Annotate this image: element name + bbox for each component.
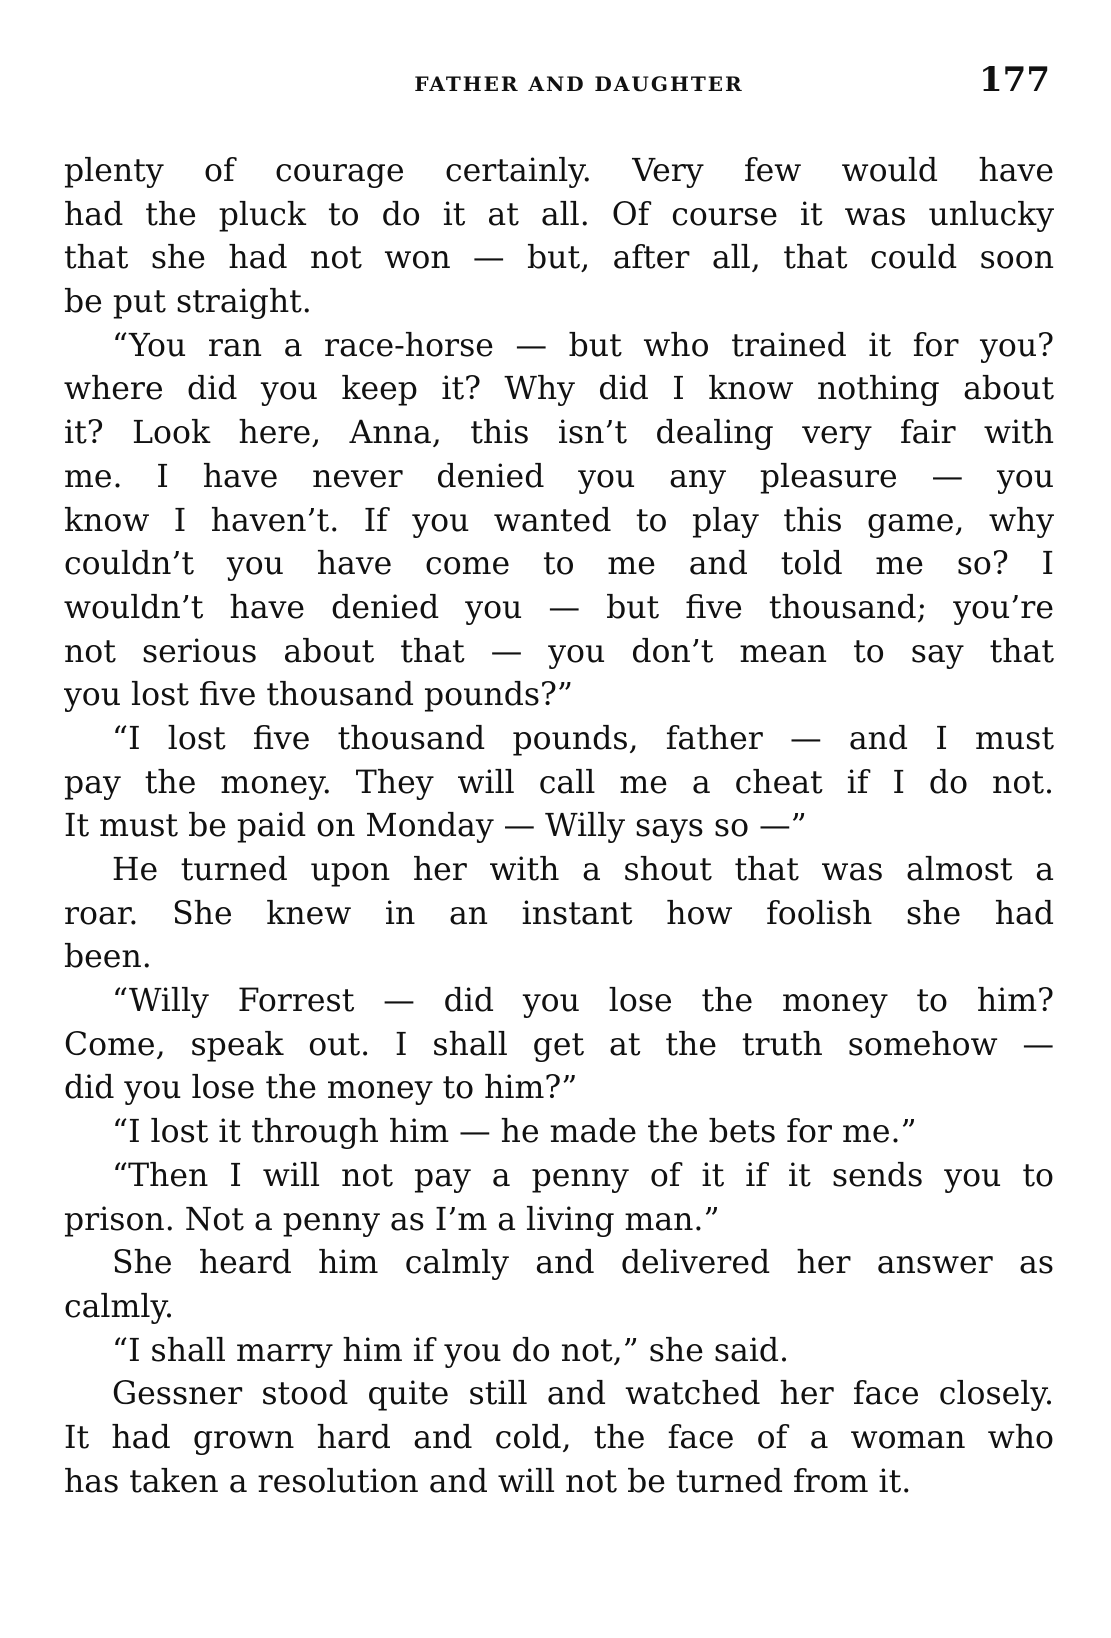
body-text xyxy=(64,150,1054,1504)
text-line: know I haven’t. If you wanted to play this game, why xyxy=(64,502,1054,539)
book-page xyxy=(64,60,1054,1600)
text-line: “Willy Forrest — did you lose the money to him? xyxy=(112,983,1054,1020)
text-line: “You ran a race-horse — but who trained it for you? xyxy=(112,327,1054,364)
running-title: FATHER AND DAUGHTER xyxy=(414,72,744,96)
text-line: It had grown hard and cold, the face of a woman who xyxy=(64,1419,1054,1456)
page-header xyxy=(64,60,1054,108)
page-number: 177 xyxy=(979,60,1050,100)
text-line: that she had not won — but, after all, that could soon xyxy=(64,240,1054,277)
text-line: been. xyxy=(64,939,152,976)
text-line: be put straight. xyxy=(64,284,312,321)
text-line: pay the money. They will call me a cheat if I do not. xyxy=(64,764,1054,801)
text-line: “I lost five thousand pounds, father — and I must xyxy=(112,720,1054,757)
text-line: It must be paid on Monday — Willy says so —” xyxy=(64,808,807,845)
text-line: “Then I will not pay a penny of it if it sends you to xyxy=(112,1157,1054,1194)
text-line: prison. Not a penny as I’m a living man.” xyxy=(64,1201,720,1238)
text-line: She heard him calmly and delivered her answer as xyxy=(112,1245,1054,1282)
text-line: couldn’t you have come to me and told me so? I xyxy=(64,546,1054,583)
text-line: “I lost it through him — he made the bets for me.” xyxy=(112,1114,917,1151)
text-line: roar. She knew in an instant how foolish she had xyxy=(64,895,1054,932)
text-line: “I shall marry him if you do not,” she said. xyxy=(112,1332,790,1369)
text-line: did you lose the money to him?” xyxy=(64,1070,578,1107)
text-line: plenty of courage certainly. Very few would have xyxy=(64,153,1054,189)
text-line: it? Look here, Anna, this isn’t dealing very fair with xyxy=(64,415,1054,452)
text-line: me. I have never denied you any pleasure — you xyxy=(64,458,1054,495)
text-line: Come, speak out. I shall get at the truth somehow — xyxy=(64,1026,1054,1063)
text-line: had the pluck to do it at all. Of course it was unlucky xyxy=(64,196,1054,233)
text-line: has taken a resolution and will not be turned from it. xyxy=(64,1463,912,1500)
text-line: wouldn’t have denied you — but five thousand; you’re xyxy=(64,589,1054,626)
text-line: He turned upon her with a shout that was almost a xyxy=(112,852,1054,888)
text-line: you lost five thousand pounds?” xyxy=(64,677,574,714)
text-line: not serious about that — you don’t mean to say that xyxy=(64,633,1054,670)
text-line: where did you keep it? Why did I know nothing about xyxy=(64,371,1054,408)
text-line: calmly. xyxy=(64,1288,175,1325)
text-line: Gessner stood quite still and watched her face closely. xyxy=(112,1376,1054,1413)
